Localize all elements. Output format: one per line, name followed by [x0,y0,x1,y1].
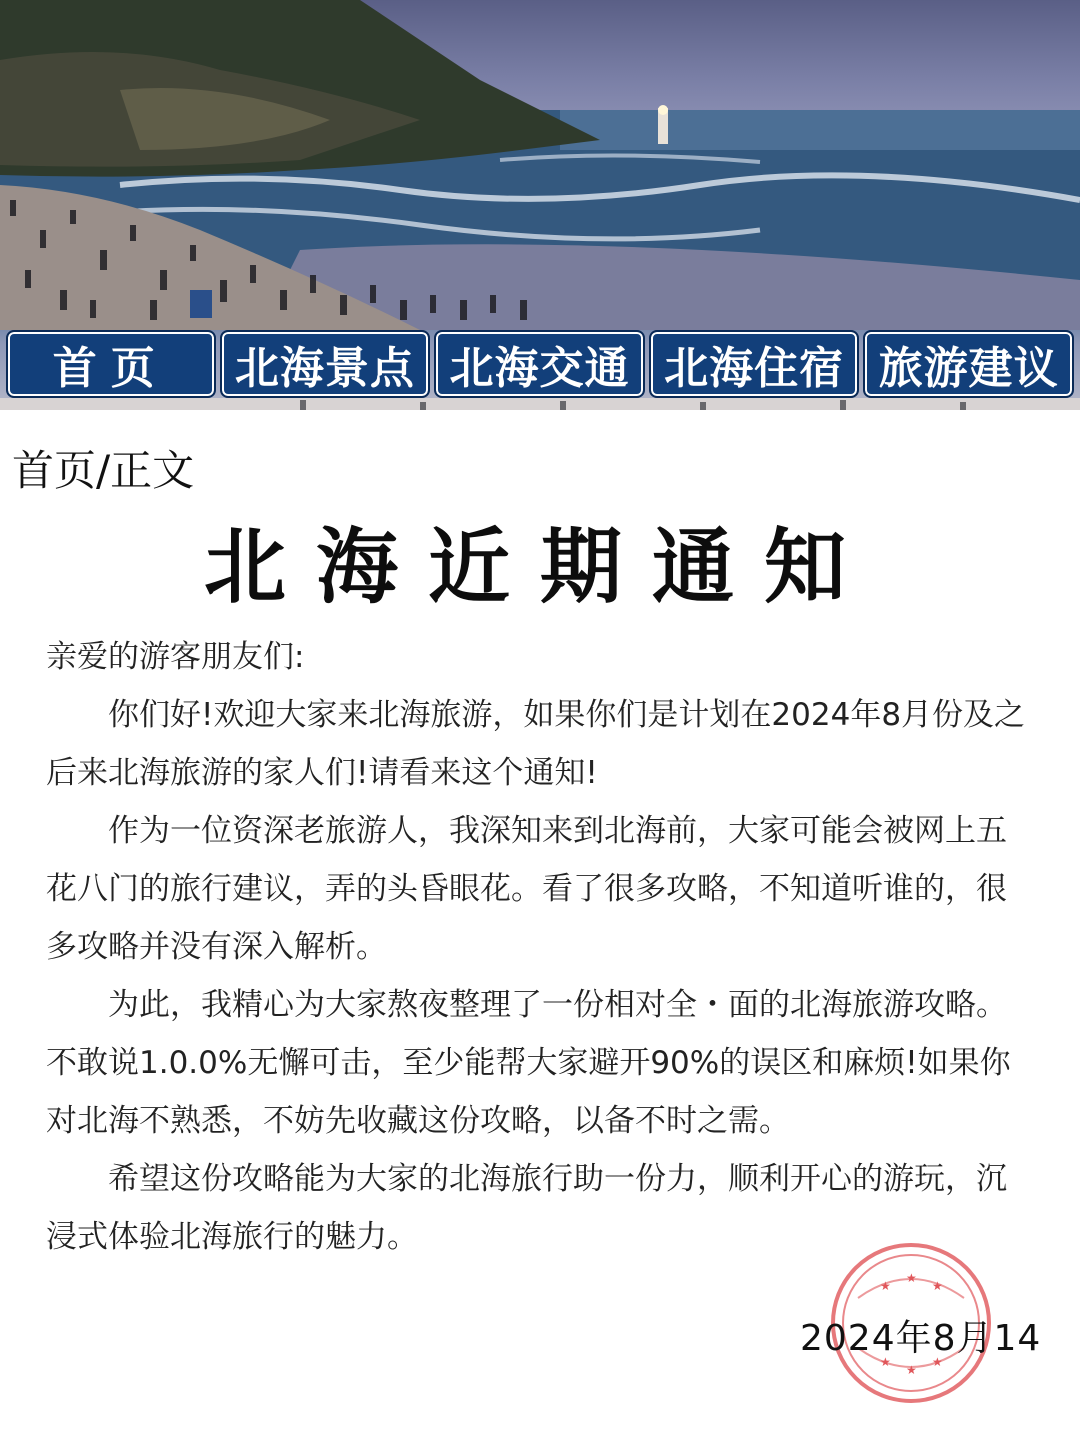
article-paragraph-3: 为此，我精心为大家熬夜整理了一份相对全・面的北海旅游攻略。不敢说1.0.0%无懈可击，至少能帮大家避开90%的误区和麻烦!如果你对北海不熟悉，不妨先收藏这份攻略，以备不时之需。 [46,987,1011,1139]
article-date: 2024年8月14 [800,1318,1042,1359]
article-body [46,628,1036,1266]
nav-item-transport[interactable]: 北海交通 [434,330,645,398]
svg-text:★: ★ [906,1363,917,1377]
top-navigation [6,330,1074,398]
article-content [0,410,1080,1440]
article-title: 北海近期通知 [203,520,876,615]
nav-item-travel-tips[interactable]: 旅游建议 [863,330,1074,398]
article-paragraph-4: 希望这份攻略能为大家的北海旅行助一份力，顺利开心的游玩，沉浸式体验北海旅行的魅力。 [46,1161,1007,1255]
svg-text:★: ★ [906,1271,917,1285]
nav-item-attractions[interactable]: 北海景点 [220,330,431,398]
breadcrumb: 首页/正文 [12,446,195,495]
nav-item-home[interactable]: 首页 [6,330,216,398]
svg-text:★: ★ [880,1279,891,1293]
article-paragraph-2: 作为一位资深老旅游人，我深知来到北海前，大家可能会被网上五花八门的旅行建议，弄的头昏眼花。看了很多攻略，不知道听谁的，很多攻略并没有深入解析。 [46,813,1007,965]
nav-item-accommodation[interactable]: 北海住宿 [649,330,860,398]
svg-text:★: ★ [932,1355,943,1369]
svg-text:★: ★ [880,1355,891,1369]
svg-text:★: ★ [932,1279,943,1293]
article-paragraph-1: 你们好!欢迎大家来北海旅游，如果你们是计划在2024年8月份及之后来北海旅游的家人们!请看来这个通知! [46,697,1026,791]
article-greeting: 亲爱的游客朋友们: [46,639,305,675]
